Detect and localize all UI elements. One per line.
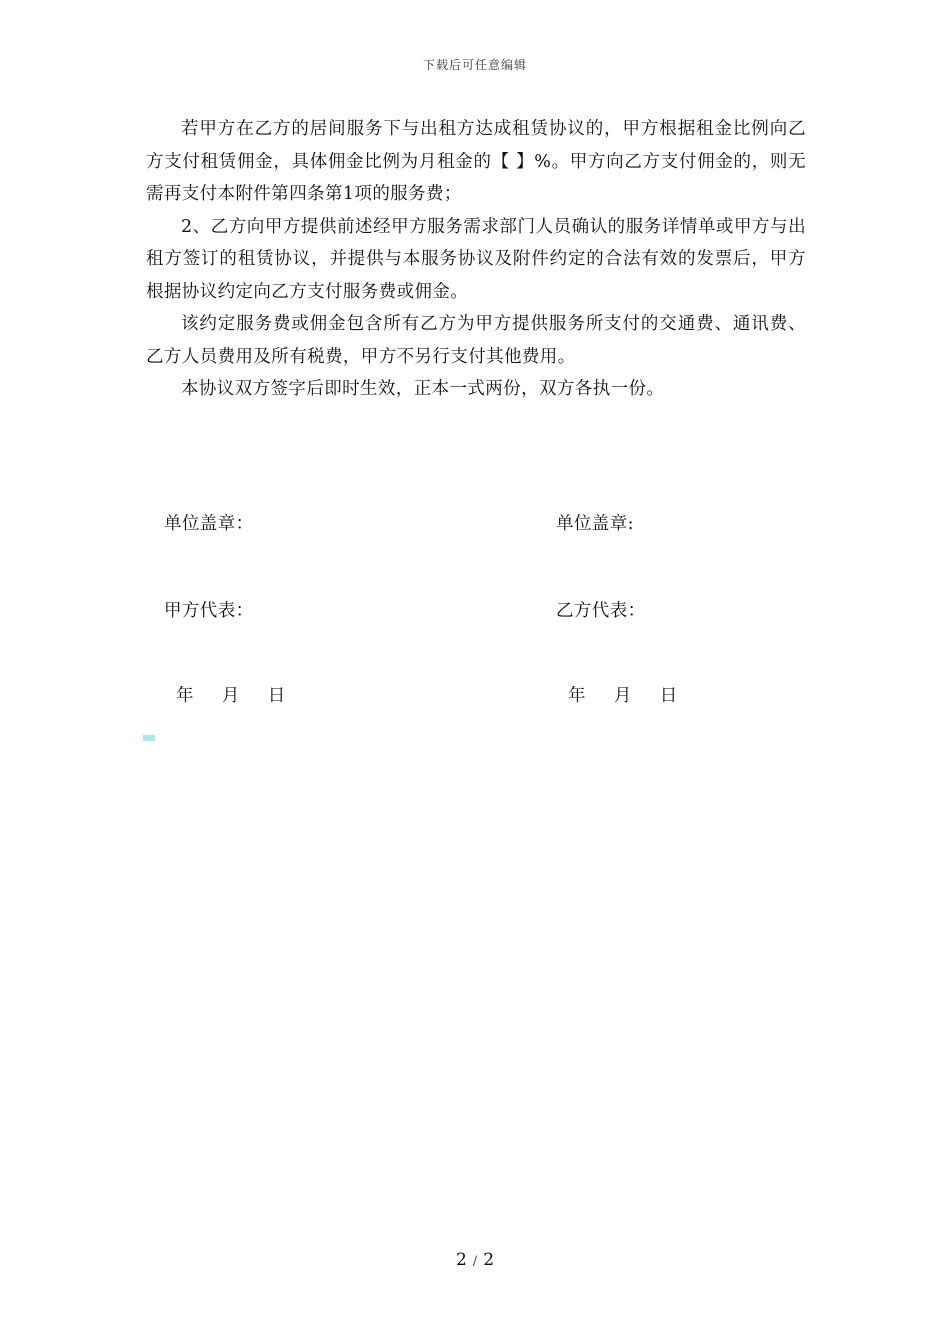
party-b-representative-label: 乙方代表： [556, 601, 646, 621]
total-pages: 2 [483, 1250, 495, 1270]
party-a-month: 月 [221, 686, 240, 706]
paragraph-fee-scope: 该约定服务费或佣金包含所有乙方为甲方提供服务所支付的交通费、通讯费、乙方人员费用及所有税费，甲方不另行支付其他费用。 [146, 314, 806, 367]
agreement-body [146, 113, 806, 406]
header-note: 下载后可任意编辑 [422, 58, 527, 72]
current-page: 2 [455, 1250, 467, 1270]
party-a-day: 日 [267, 686, 286, 706]
paragraph-commission: 若甲方在乙方的居间服务下与出租方达成租赁协议的，甲方根据租金比例向乙方支付租赁佣金，具体佣金比例为月租金的【 】%。甲方向乙方支付佣金的，则无需再支付本附件第四条第1项的服务费； [146, 119, 806, 204]
party-b-date [556, 662, 678, 707]
party-a-seal-label: 单位盖章： [164, 514, 254, 534]
highlight-marker [143, 735, 155, 741]
party-b-seal-label: 单位盖章: [556, 514, 634, 534]
party-b-month: 月 [613, 686, 632, 706]
party-a-date [164, 662, 286, 707]
page-separator: / [472, 1254, 478, 1269]
party-b-year: 年 [567, 686, 586, 706]
party-a-year: 年 [175, 686, 194, 706]
page-number [0, 1250, 950, 1270]
party-b-day: 日 [659, 686, 678, 706]
paragraph-payment-terms: 2、乙方向甲方提供前述经甲方服务需求部门人员确认的服务详情单或甲方与出租方签订的租赁协议，并提供与本服务协议及附件约定的合法有效的发票后，甲方根据协议约定向乙方支付服务费或佣金。 [146, 216, 806, 302]
paragraph-effectiveness: 本协议双方签字后即时生效，正本一式两份，双方各执一份。 [181, 379, 665, 399]
party-a-representative-label: 甲方代表： [164, 601, 254, 621]
